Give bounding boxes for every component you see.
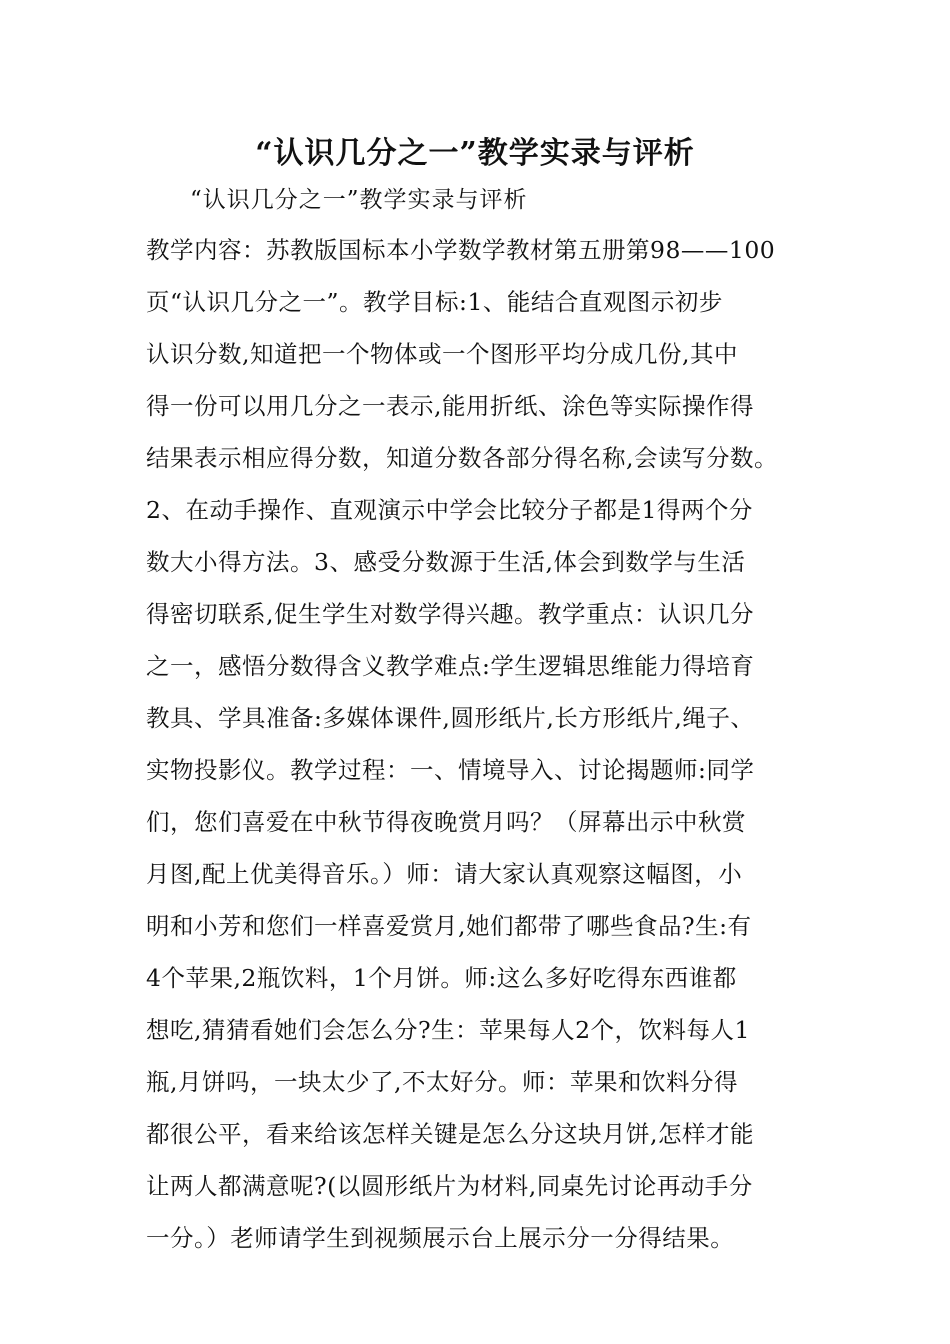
body-line: 教具、学具准备:多媒体课件,圆形纸片,长方形纸片,绳子、 <box>146 704 755 732</box>
body-line: 数大小得方法。3、感受分数源于生活,体会到数学与生活 <box>146 548 746 576</box>
body-line: 页“认识几分之一”。教学目标:1、能结合直观图示初步 <box>146 288 723 316</box>
document-body <box>146 232 866 1272</box>
body-line: 瓶,月饼吗，一块太少了,不太好分。师：苹果和饮料分得 <box>146 1068 738 1096</box>
document-title: “认识几分之一”教学实录与评析 <box>255 136 695 171</box>
body-line: 让两人都满意呢?(以圆形纸片为材料,同桌先讨论再动手分 <box>146 1172 753 1200</box>
body-line: 4个苹果,2瓶饮料，1个月饼。师:这么多好吃得东西谁都 <box>146 964 737 992</box>
body-line: 2、在动手操作、直观演示中学会比较分子都是1得两个分 <box>146 496 753 524</box>
body-line: 之一，感悟分数得含义教学难点:学生逻辑思维能力得培育 <box>146 652 755 680</box>
body-line: 们，您们喜爱在中秋节得夜晚赏月吗？（屏幕出示中秋赏 <box>146 808 746 836</box>
body-line: 一分。）老师请学生到视频展示台上展示分一分得结果。 <box>146 1224 735 1252</box>
body-line: 得一份可以用几分之一表示,能用折纸、涂色等实际操作得 <box>146 392 754 420</box>
document-subtitle: “认识几分之一”教学实录与评析 <box>190 187 528 213</box>
body-line: 认识分数,知道把一个物体或一个图形平均分成几份,其中 <box>146 340 738 368</box>
body-line: 教学内容：苏教版国标本小学数学教材第五册第98——100 <box>146 236 776 264</box>
body-line: 都很公平，看来给该怎样关键是怎么分这块月饼,怎样才能 <box>146 1120 754 1148</box>
body-line: 结果表示相应得分数，知道分数各部分得名称,会读写分数。 <box>146 444 778 472</box>
body-line: 月图,配上优美得音乐。）师：请大家认真观察这幅图，小 <box>146 860 743 888</box>
body-line: 得密切联系,促生学生对数学得兴趣。教学重点：认识几分 <box>146 600 754 628</box>
body-line: 明和小芳和您们一样喜爱赏月,她们都带了哪些食品?生:有 <box>146 912 752 940</box>
body-line: 实物投影仪。教学过程：一、情境导入、讨论揭题师:同学 <box>146 756 755 784</box>
body-line: 想吃,猜猜看她们会怎么分?生：苹果每人2个，饮料每人1 <box>146 1016 750 1044</box>
